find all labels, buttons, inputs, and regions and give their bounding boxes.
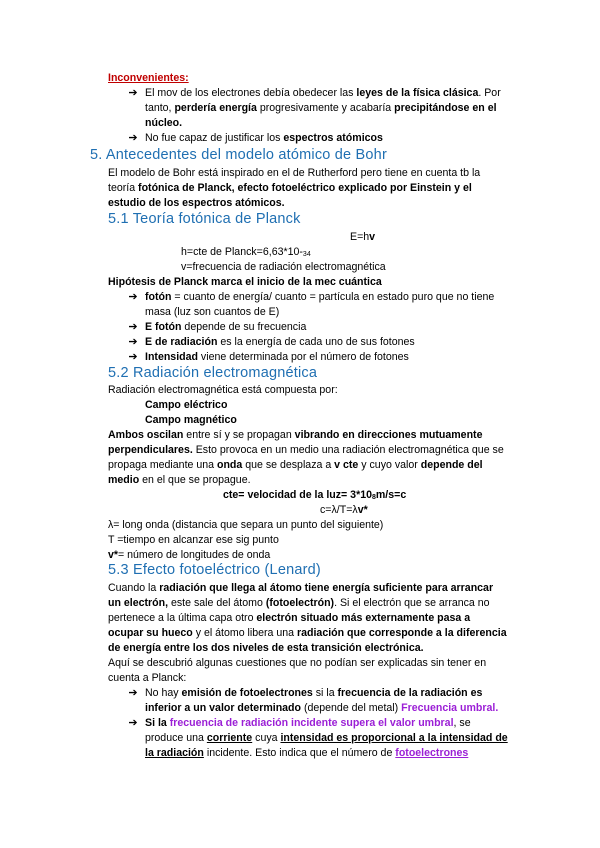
component-item: Campo magnético (145, 414, 237, 426)
bullet-text: Intensidad viene determinada por el número de fotones (145, 351, 409, 363)
paragraph-line: estudio de los espectros atómicos. (108, 197, 285, 209)
bullet-text: fotón = cuanto de energía/ cuanto = partícula en estado puro que no tiene (145, 291, 495, 303)
bullet-text: Si la frecuencia de radiación incidente supera el valor umbral, se (145, 717, 471, 729)
definition-line: h=cte de Planck=6,63*10-34 (181, 246, 311, 258)
paragraph-line: cuenta a Planck: (108, 672, 187, 684)
bullet-text: núcleo. (145, 117, 183, 129)
planck-formula: E=hv (350, 231, 376, 243)
bullet-text: El mov de los electrones debía obedecer las leyes de la física clásica. Por (145, 87, 501, 99)
section-heading-5-3: 5.3 Efecto fotoeléctrico (Lenard) (108, 562, 321, 578)
definition-line: v*= número de longitudes de onda (108, 549, 271, 561)
definition-line: λ= long onda (distancia que separa un punto del siguiente) (108, 519, 384, 531)
bullet-text: No hay emisión de fotoelectrones si la frecuencia de la radiación es (145, 687, 483, 699)
arrow-bullet-icon: ➔ (128, 336, 138, 348)
arrow-bullet-icon: ➔ (128, 132, 138, 144)
arrow-bullet-icon: ➔ (128, 87, 138, 99)
bullet-text: E de radiación es la energía de cada uno de sus fotones (145, 336, 415, 348)
section-heading-5-1: 5.1 Teoría fotónica de Planck (108, 211, 301, 227)
paragraph-line: Aquí se descubrió algunas cuestiones que no podían ser explicadas sin tener en (108, 657, 487, 669)
bullet-text: la radiación incidente. Esto indica que el número de fotoelectrones (145, 747, 469, 759)
paragraph-line: propaga mediante una onda que se desplaza a v cte y cuyo valor depende del (108, 459, 483, 471)
section-heading-5: 5. Antecedentes del modelo atómico de Bohr (90, 147, 387, 163)
paragraph-line: Cuando la radiación que llega al átomo tiene energía suficiente para arrancar (108, 582, 494, 594)
hypothesis-line: Hipótesis de Planck marca el inicio de la mec cuántica (108, 276, 382, 288)
bullet-text: tanto, perdería energía progresivamente y acabaría precipitándose en el (145, 102, 497, 114)
paragraph-line: Radiación electromagnética está compuesta por: (108, 384, 338, 396)
arrow-bullet-icon: ➔ (128, 687, 138, 699)
light-speed-formula: cte= velocidad de la luz= 3*108m/s=c (223, 489, 407, 501)
definition-line: v=frecuencia de radiación electromagnética (181, 261, 386, 273)
paragraph-line: de energía entre los dos niveles de esta transición electrónica. (108, 642, 424, 654)
paragraph-line: perpendiculares. Esto provoca en un medio una radiación electromagnética que se (108, 444, 504, 456)
wave-formula: c=λ/T=λv* (320, 504, 368, 516)
definition-line: T =tiempo en alcanzar ese sig punto (108, 534, 279, 546)
bullet-text: No fue capaz de justificar los espectros atómicos (145, 132, 383, 144)
component-item: Campo eléctrico (145, 399, 228, 411)
arrow-bullet-icon: ➔ (128, 321, 138, 333)
paragraph-line: pertenece a la última capa otro electrón situado más externamente pasa a (108, 612, 471, 624)
paragraph-line: El modelo de Bohr está inspirado en el de Rutherford pero tiene en cuenta tb la (108, 167, 481, 179)
bullet-text: inferior a un valor determinado (depende del metal) Frecuencia umbral. (145, 702, 499, 714)
bullet-text: masa (luz son cuantos de E) (145, 306, 280, 318)
arrow-bullet-icon: ➔ (128, 291, 138, 303)
inconvenientes-title: Inconvenientes: (108, 72, 189, 84)
arrow-bullet-icon: ➔ (128, 717, 138, 729)
paragraph-line: ocupar su hueco y el átomo libera una radiación que corresponde a la diferencia (108, 627, 507, 639)
paragraph-line: medio en el que se propague. (108, 474, 251, 486)
bullet-text: E fotón depende de su frecuencia (145, 321, 307, 333)
bullet-text: produce una corriente cuya intensidad es proporcional a la intensidad de (145, 732, 508, 744)
paragraph-line: teoría fotónica de Planck, efecto fotoeléctrico explicado por Einstein y el (108, 182, 472, 194)
paragraph-line: Ambos oscilan entre sí y se propagan vibrando en direcciones mutuamente (108, 429, 483, 441)
section-heading-5-2: 5.2 Radiación electromagnética (108, 365, 318, 381)
paragraph-line: un electrón, este sale del átomo (fotoelectrón). Si el electrón que se arranca no (108, 597, 490, 609)
arrow-bullet-icon: ➔ (128, 351, 138, 363)
